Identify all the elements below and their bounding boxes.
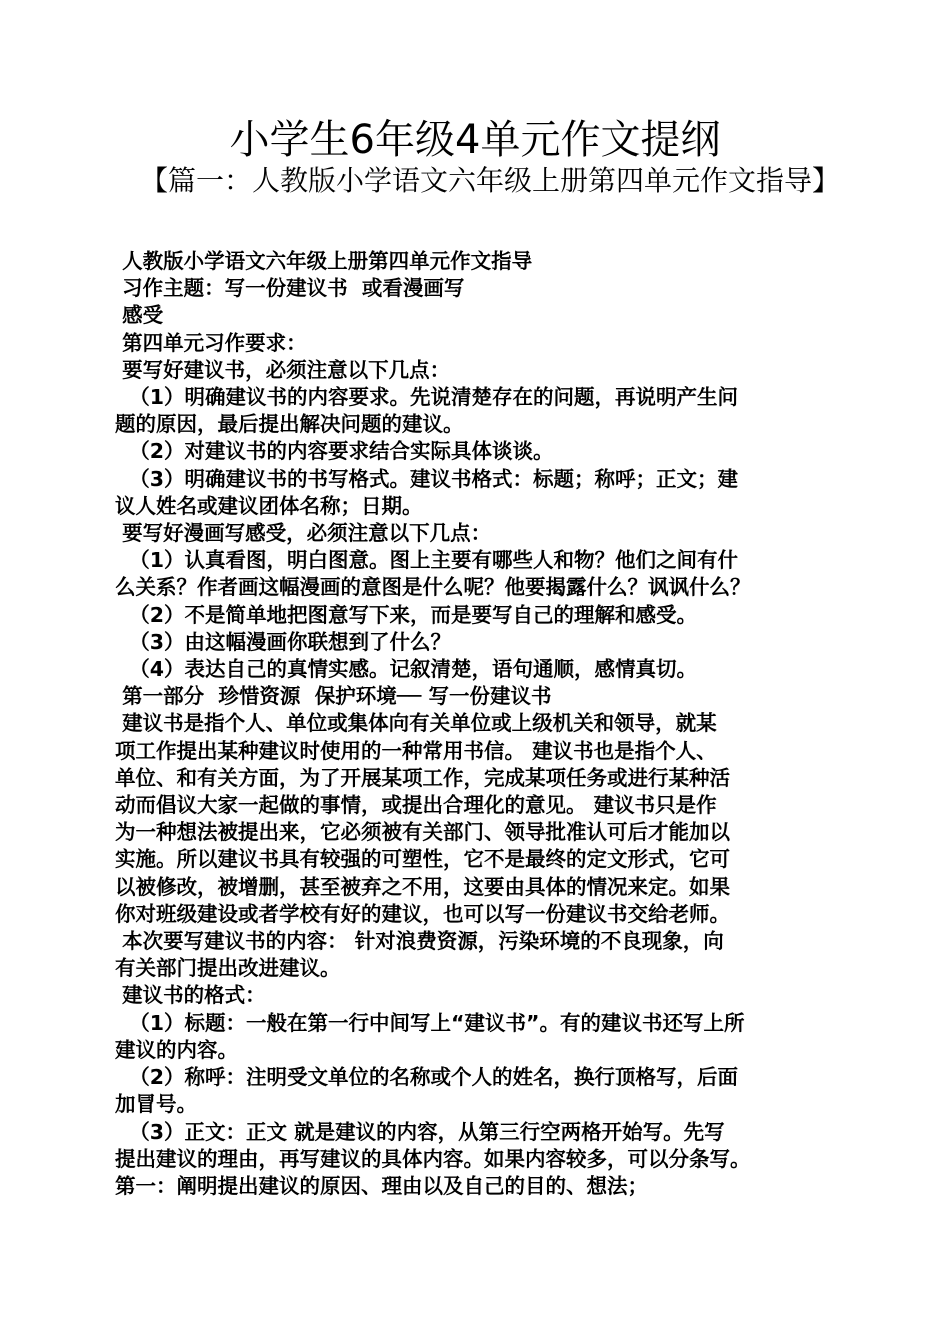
text-line: 你对班级建设或者学校有好的建议，也可以写一份建议书交给老师。 <box>115 901 730 926</box>
text-line: 人教版小学语文六年级上册第四单元作文指导 <box>115 249 533 273</box>
text-line: （2）不是简单地把图意写下来，而是要写自己的理解和感受。 <box>115 602 698 627</box>
text-line: 要写好建议书，必须注意以下几点： <box>115 357 451 382</box>
text-line: 动而倡议大家一起做的事情，或提出合理化的意见。 建议书只是作 <box>115 793 717 818</box>
text-line: （2）对建议书的内容要求结合实际具体谈谈。 <box>115 439 554 464</box>
text-line: 以被修改，被增删，甚至被弃之不用，这要由具体的情况来定。如果 <box>115 874 730 899</box>
text-line: 有关部门提出改进建议。 <box>115 956 341 981</box>
text-line: 感受 <box>115 303 164 328</box>
text-line: 为一种想法被提出来，它必须被有关部门、领导批准认可后才能加以 <box>115 820 730 845</box>
text-line: 单位、和有关方面，为了开展某项工作，完成某项任务或进行某种活 <box>115 765 730 790</box>
text-line: 议人姓名或建议团体名称；日期。 <box>115 493 423 518</box>
text-line: 第一：阐明提出建议的原因、理由以及自己的目的、想法； <box>115 1173 648 1198</box>
text-line: 题的原因，最后提出解决问题的建议。 <box>115 412 464 437</box>
text-line: 建议书是指个人、单位或集体向有关单位或上级机关和领导，就某 <box>115 711 717 736</box>
document-title: 小学生6年级4单元作文提纲 <box>229 117 721 163</box>
text-line: 实施。所以建议书具有较强的可塑性，它不是最终的定文形式，它可 <box>115 847 730 872</box>
text-line: （1）标题：一般在第一行中间写上“建议书”。有的建议书还写上所 <box>115 1010 745 1035</box>
text-line: （2）称呼：注明受文单位的名称或个人的姓名，换行顶格写，后面 <box>115 1065 739 1090</box>
text-line: （1）明确建议书的内容要求。先说清楚存在的问题，再说明产生问 <box>115 385 739 410</box>
text-line: 习作主题：写一份建议书 或看漫画写 <box>115 276 465 301</box>
text-line: （3）明确建议书的书写格式。建议书格式：标题；称呼；正文；建 <box>115 466 739 491</box>
text-line: 要写好漫画写感受，必须注意以下几点： <box>115 521 492 546</box>
text-line: （3）由这幅漫画你联想到了什么？ <box>115 629 452 654</box>
text-line: （1）认真看图，明白图意。图上主要有哪些人和物？他们之间有什 <box>115 548 739 573</box>
text-line: 第四单元习作要求： <box>115 330 307 355</box>
text-line: 么关系？作者画这幅漫画的意图是什么呢？他要揭露什么？讽讽什么？ <box>115 575 751 600</box>
document-subtitle: 【篇一：人教版小学语文六年级上册第四单元作文指导】 <box>140 164 841 197</box>
text-line: 加冒号。 <box>115 1092 197 1117</box>
text-line: 提出建议的理由，再写建议的具体内容。如果内容较多，可以分条写。 <box>115 1146 751 1171</box>
text-line: （4）表达自己的真情实感。记叙清楚，语句通顺，感情真切。 <box>115 657 698 682</box>
text-line: 建议书的格式： <box>115 983 266 1008</box>
document-body <box>115 248 855 1200</box>
text-line: 建议的内容。 <box>115 1037 238 1062</box>
text-line: 项工作提出某种建议时使用的一种常用书信。 建议书也是指个人、 <box>115 738 717 763</box>
text-line: 第一部分 珍惜资源 保护环境── 写一份建议书 <box>115 684 552 709</box>
text-line: 本次要写建议书的内容： 针对浪费资源，污染环境的不良现象，向 <box>115 929 724 954</box>
text-line: （3）正文：正文 就是建议的内容，从第三行空两格开始写。先写 <box>115 1119 725 1144</box>
